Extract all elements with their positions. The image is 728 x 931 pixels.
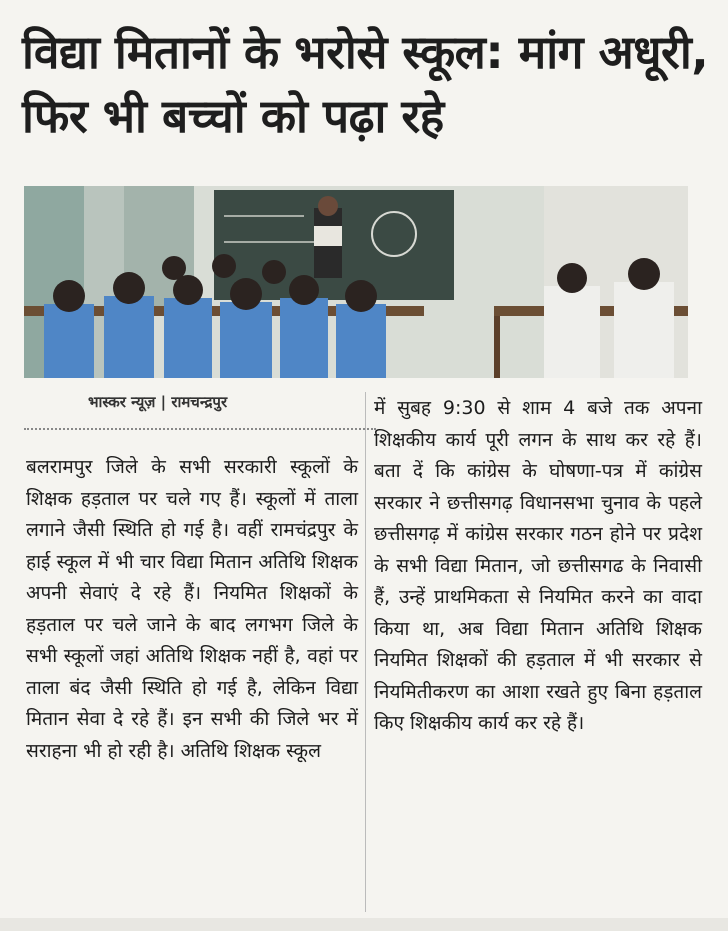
byline: भास्कर न्यूज़ | रामचन्द्रपुर — [88, 393, 228, 411]
column-divider — [365, 392, 366, 912]
article-column-1: बलरामपुर जिले के सभी सरकारी स्कूलों के शिक्षक हड़ताल पर चले गए हैं। स्कूलों में ताला लगाने जैसी स्थिति हो गई है। वहीं रामचंद्रपुर के हाई स्कूल में भी चार विद्या मितान अतिथि शिक्षक अपनी सेवाएं दे रहे हैं। नियमित शिक्षकों के हड़ताल पर चले जाने के बाद लगभग जिले के सभी स्कूलों जहां अतिथि शिक्षक नहीं है, वहां पर ताला बंद जैसी स्थिति हो गई है, लेकिन विद्या मितान सेवा दे रहे हैं। इन सभी की जिले भर में सराहना भी हो रही है। अतिथि शिक्षक स्कूल — [26, 456, 358, 762]
headline: विद्या मितानों के भरोसे स्कूल: मांग अधूरी, फिर भी बच्चों को पढ़ा रहे — [22, 25, 709, 143]
byline-divider — [24, 428, 376, 430]
bottom-edge — [0, 918, 728, 931]
classroom-photo — [24, 186, 688, 378]
article-column-2: में सुबह 9:30 से शाम 4 बजे तक अपना शिक्षकीय कार्य पूरी लगन के साथ कर रहे हैं। बता दें कि कांग्रेस के घोषणा-पत्र में कांग्रेस सरकार ने छत्तीसगढ़ विधानसभा चुनाव के पहले छत्तीसगढ़ में कांग्रेस सरकार गठन होने पर प्रदेश के सभी विद्या मितान, जो छत्तीसगढ के निवासी हैं, उन्हें प्राथमिकता से नियमित करने का वादा किया था, अब विद्या मितान अतिथि शिक्षक नियमित शिक्षकों की हड़ताल में भी सरकार से नियमितीकरण का आशा रखते हुए बिना हड़ताल किए शिक्षकीय कार्य कर रहे हैं। — [374, 397, 702, 734]
